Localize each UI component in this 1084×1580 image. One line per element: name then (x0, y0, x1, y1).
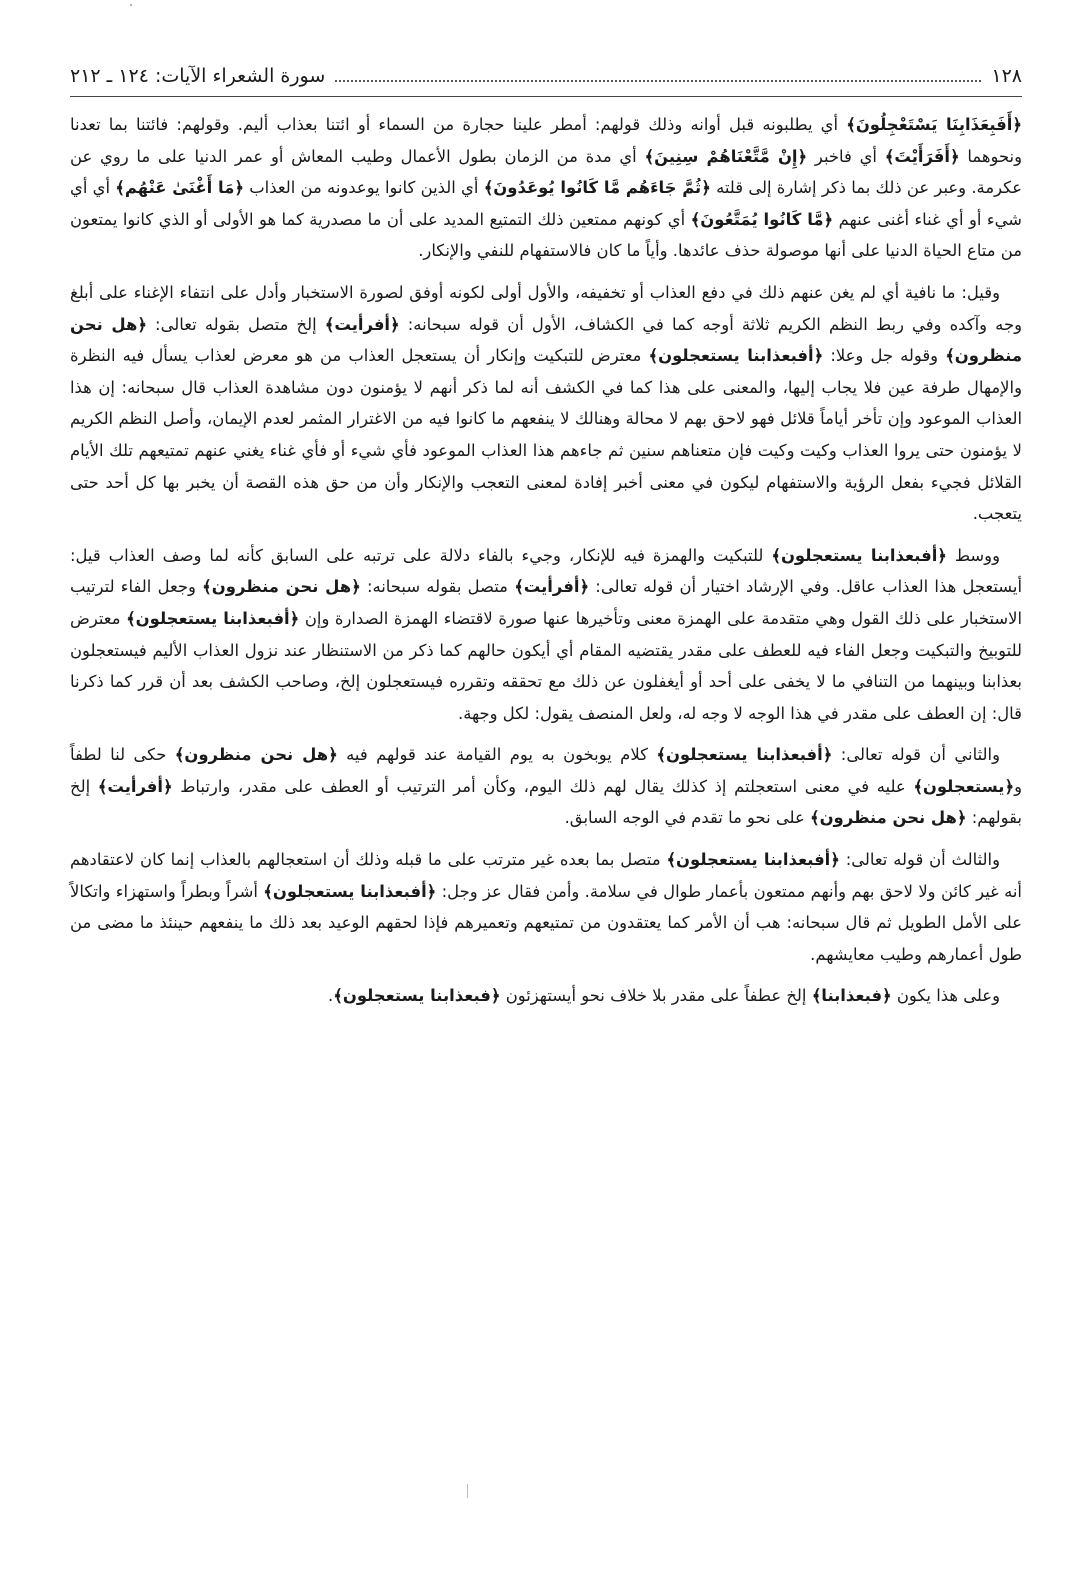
page-end-mark (467, 1484, 468, 1498)
quran-quote: ﴿مَا أَغْنَىٰ عَنْهُم﴾ (115, 178, 244, 198)
quran-quote: ﴿أفبعذابنا يستعجلون﴾ (263, 881, 437, 901)
quran-quote: ﴿أفبعذابنا يستعجلون﴾ (771, 545, 947, 565)
quran-quote: ﴿أَفَرَأَيْتَ﴾ (884, 146, 960, 166)
paragraph-3: ووسط ﴿أفبعذابنا يستعجلون﴾ للتبكيت والهمزة فيه للإنكار، وجيء بالفاء دلالة على ترتبه على السابق كأنه لما وصف العذاب قيل: أيستعجل هذا العذاب عاقل. وفي الإرشاد اختيار أن قوله تعالى: ﴿أفرأيت﴾ متصل بقوله سبحانه: ﴿هل نحن منظرون﴾ وجعل الفاء لترتيب الاستخبار على ذلك القول وهي متقدمة على الهمزة معنى وتأخيرها عنها صورة لاقتضاء الهمزة الصدارة وإن ﴿أفبعذابنا يستعجلون﴾ معترض للتوبيخ والتبكيت وجعل الفاء فيه للعطف على مقدر يقتضيه المقام أي أيكون حالهم كما ذكر من الاستنظار عند نزول العذاب الأليم فيستعجلون بعذابنا وبينهما من التنافي ما لا يخفى على أحد أو أيغفلون عن ذلك مع تحققه وتقرره فيستعجلون إلخ، وصاحب الكشف بعد أن قرر كما ذكرنا قال: إن العطف على مقدر في هذا الوجه لا وجه له، ولعل المنصف يقول: لكل وجهة. (70, 545, 1023, 723)
header-leader-dots (335, 79, 981, 82)
page-header (70, 62, 1022, 97)
quran-quote: ﴿يستعجلون﴾ (913, 776, 1015, 796)
ayah-range: ١٢٤ ـ ٢١٢ (70, 65, 149, 87)
paragraph-1: ﴿أَفَبِعَذَابِنَا يَسْتَعْجِلُونَ﴾ أي يطلبونه قبل أوانه وذلك قولهم: أمطر علينا حجارة من السماء أو ائتنا بعذاب أليم. وقولهم: فائتنا بما تعدنا ونحوهما ﴿أَفَرَأَيْتَ﴾ أي فاخبر ﴿إِنْ مَّتَّعْنَاهُمْ سِنِينَ﴾ أي مدة من الزمان بطول الأعمال وطيب المعاش أو عمر الدنيا على ما روي عن عكرمة. وعبر عن ذلك بما ذكر إشارة إلى قلته ﴿ثُمَّ جَاءَهُم مَّا كَانُوا يُوعَدُونَ﴾ أي الذين كانوا يوعدونه من العذاب ﴿مَا أَغْنَىٰ عَنْهُم﴾ أي أي شيء أو أي غناء أغنى عنهم ﴿مَّا كَانُوا يُمَتَّعُونَ﴾ أي كونهم ممتعين ذلك التمتيع المديد على أن ما مصدرية كما هو الأولى أو الذي كانوا يمتعون من متاع الحياة الدنيا على أنها موصولة حذف عائدها. وأياً ما كان فالاستفهام للنفي والإنكار. (70, 115, 1023, 261)
page (70, 62, 1022, 1022)
quran-quote: ﴿هل نحن منظرون﴾ (809, 808, 967, 828)
paragraph-6: وعلى هذا يكون ﴿فبعذابنا﴾ إلخ عطفاً على مقدر بلا خلاف نحو أيستهزئون ﴿فبعذابنا يستعجلون﴾. (328, 986, 1000, 1006)
quran-quote: ﴿أفرأيت﴾ (514, 577, 590, 597)
header-title (70, 62, 325, 90)
page-number: ١٢٨ (991, 65, 1022, 87)
quran-quote: ﴿هل نحن منظرون﴾ (174, 745, 338, 765)
quran-quote: ﴿هل نحن منظرون﴾ (70, 314, 1022, 366)
scan-mark (130, 4, 132, 6)
paragraph-4: والثاني أن قوله تعالى: ﴿أفبعذابنا يستعجلون﴾ كلام يوبخون به يوم القيامة عند قولهم فيه ﴿هل نحن منظرون﴾ حكى لنا لطفاً و﴿يستعجلون﴾ عليه في معنى استعجلتم إذ كذلك يقال لهم ذلك اليوم، وكأن أمر الترتيب أو العطف على مقدر، وارتباط ﴿أفرأيت﴾ إلخ بقولهم: ﴿هل نحن منظرون﴾ على نحو ما تقدم في الوجه السابق. (70, 745, 1022, 828)
quran-quote: ﴿هل نحن منظرون﴾ (202, 577, 361, 597)
quran-quote: ﴿أفرأيت﴾ (97, 776, 173, 796)
quran-quote: ﴿أفبعذابنا يستعجلون﴾ (666, 850, 840, 870)
quran-quote: ﴿فبعذابنا﴾ (811, 986, 892, 1006)
paragraph-2: وقيل: ما نافية أي لم يغن عنهم ذلك في دفع العذاب أو تخفيفه، والأول أولى لكونه أوفق لصورة الاستخبار وأدل على انتفاء الإغناء على أبلغ وجه وآكده وفي ربط النظم الكريم ثلاثة أوجه كما في الكشاف، الأول أن قوله سبحانه: ﴿أفرأيت﴾ إلخ متصل بقوله تعالى: ﴿هل نحن منظرون﴾ وقوله جل وعلا: ﴿أفبعذابنا يستعجلون﴾ معترض للتبكيت وإنكار أن يستعجل العذاب من هو معرض لعذاب يسأل فيه النظرة والإمهال طرفة عين فلا يجاب إليها، والمعنى على هذا كما في الكشف أنه لما ذكر أنهم لا يؤمنون دون مشاهدة العذاب قال سبحانه: إن هذا العذاب الموعود وإن تأخر أياماً قلائل فهو لاحق بهم لا محالة وهنالك لا ينفعهم ما كانوا فيه من الاغترار المثمر لعدم الإيمان، وأصل النظم الكريم لا يؤمنون حتى يروا العذاب وكيت وكيت فإن متعناهم سنين ثم جاءهم هذا العذاب الموعود فأي شيء أو فأي غناء يغني عنهم تمتيعهم تلك الأيام القلائل فجيء بفعل الرؤية والاستفهام ليكون في معنى أخبر إفادة لمعنى التعجب والإنكار وأن من حق هذه القصة أن يخبر بها كل أحد حتى يتعجب. (70, 282, 1023, 524)
quran-quote: ﴿إِنْ مَّتَّعْنَاهُمْ سِنِينَ﴾ (644, 146, 808, 166)
surah-title: سورة الشعراء الآيات: (154, 65, 326, 87)
quran-quote: ﴿أفرأيت﴾ (324, 314, 400, 334)
quran-quote: ﴿أفبعذابنا يستعجلون﴾ (656, 745, 833, 765)
quran-quote: ﴿أَفَبِعَذَابِنَا يَسْتَعْجِلُونَ﴾ (846, 115, 1022, 134)
quran-quote: ﴿ثُمَّ جَاءَهُم مَّا كَانُوا يُوعَدُونَ﴾ (483, 178, 711, 198)
quran-quote: ﴿مَّا كَانُوا يُمَتَّعُونَ﴾ (690, 209, 834, 229)
quran-quote: ﴿فبعذابنا يستعجلون﴾ (333, 986, 501, 1006)
paragraph-5: والثالث أن قوله تعالى: ﴿أفبعذابنا يستعجلون﴾ متصل بما بعده غير مترتب على ما قبله وذلك أن استعجالهم بالعذاب إنما كان لاعتقادهم أنه غير كائن ولا لاحق بهم وأنهم ممتعون بأعمار طوال في سلامة. وأمن فقال عز وجل: ﴿أفبعذابنا يستعجلون﴾ أشراً وبطراً واستهزاء واتكالاً على الأمل الطويل ثم قال سبحانه: هب أن الأمر كما يعتقدون من تمتيعهم وتعميرهم فإذا لحقهم الوعيد بعد ذلك ما ينفعهم حينئذ ما مضى من طول أعمارهم وطيب معايشهم. (70, 850, 1022, 964)
quran-quote: ﴿أفبعذابنا يستعجلون﴾ (648, 346, 824, 366)
quran-quote: ﴿أفبعذابنا يستعجلون﴾ (126, 608, 300, 628)
